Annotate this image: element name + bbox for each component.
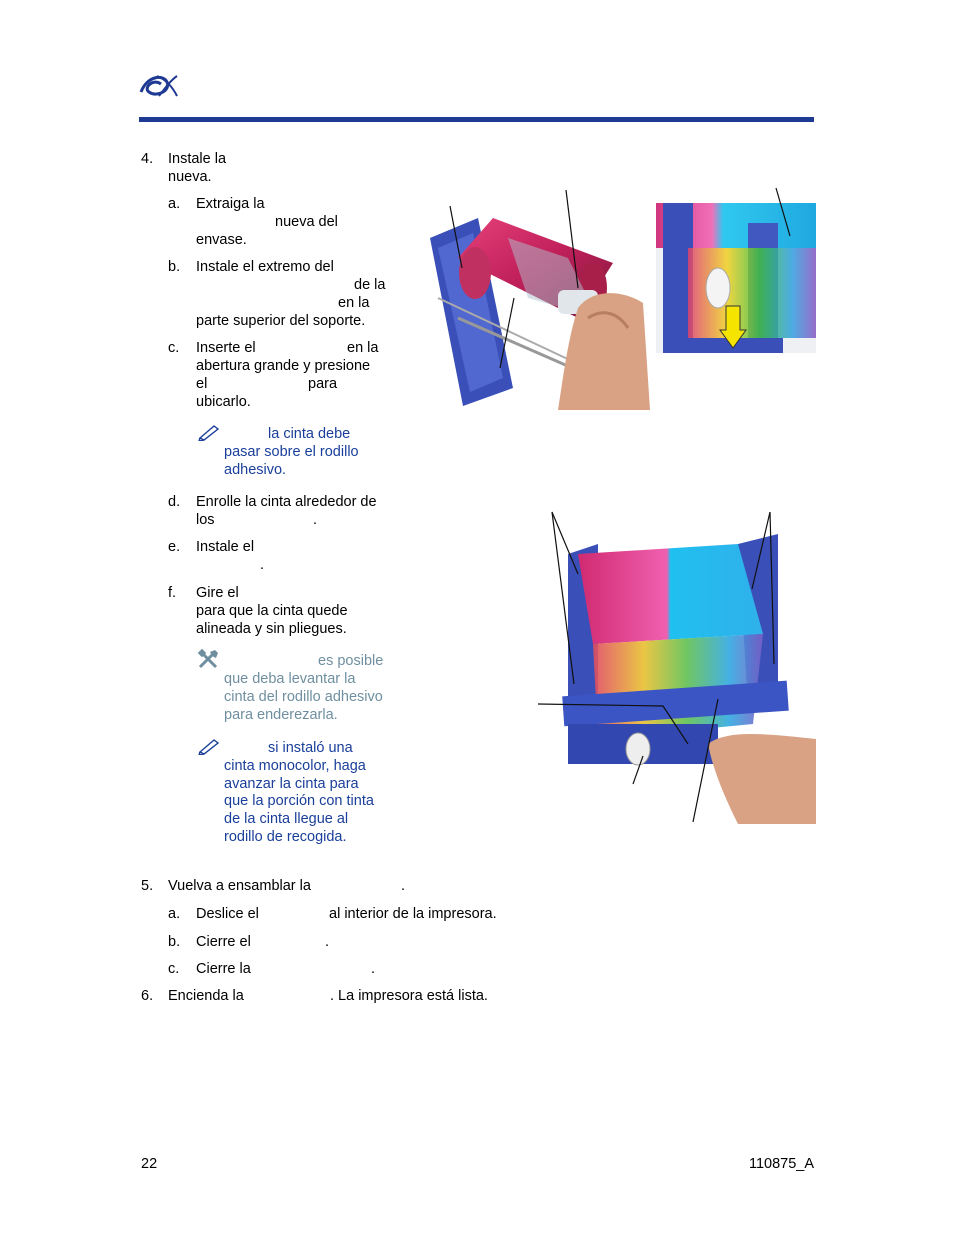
substep-text: Gire el [196,585,239,601]
substep-label: f. [168,585,177,601]
substep-text: Inserte el [196,340,256,356]
note-text: adhesivo. [224,462,287,478]
tip-text: que deba levantar la [224,671,356,687]
document-number: 110875_A [748,1156,814,1172]
ribbon-install-photo [418,178,816,410]
note-text: rodillo de recogida. [224,829,347,845]
page-number: 22 [141,1156,158,1172]
substep-text: Instale el extremo del [196,259,334,275]
header-rule [139,117,814,122]
substep-label: a. [168,906,181,922]
substep-text: para que la cinta quede [196,603,348,619]
substep-text: parte superior del soporte. [196,313,366,329]
ribbon-wrap-photo [538,494,816,824]
note-text: que la porción con tinta [224,793,374,809]
substep-text: . [313,512,318,528]
substep-text: los [196,512,215,528]
step-number: 5. [141,878,154,894]
substep-label: b. [168,934,181,950]
tip-text: para enderezarla. [224,707,338,723]
pencil-icon [197,423,221,441]
substep-text: Instale el [196,539,255,555]
pencil-icon [197,737,221,755]
logo-icon [137,70,181,100]
substep-text: . [325,934,330,950]
step-text: Instale la [168,151,227,167]
substep-text: de la [354,277,386,293]
step-text: . La impresora está lista. [330,988,488,1004]
substep-text: alineada y sin pliegues. [196,621,347,637]
substep-text: en la [347,340,379,356]
note-text: si instaló una [268,740,353,756]
substep-label: c. [168,961,180,977]
tip-text: es posible [318,653,384,669]
substep-label: b. [168,259,181,275]
substep-label: e. [168,539,181,555]
substep-text: Enrolle la cinta alrededor de [196,494,377,510]
substep-text: Cierre el [196,934,251,950]
step-text: . [401,878,406,894]
step-text: Vuelva a ensamblar la [168,878,311,894]
note-text: avanzar la cinta para [224,776,359,792]
note-text: cinta monocolor, haga [224,758,366,774]
substep-label: d. [168,494,181,510]
substep-text: Extraiga la [196,196,265,212]
step-number: 6. [141,988,154,1004]
substep-text: para [308,376,338,392]
substep-text: Deslice el [196,906,259,922]
substep-text: el [196,376,208,392]
note-text: la cinta debe [268,426,351,442]
tip-text: cinta del rodillo adhesivo [224,689,383,705]
tools-icon [197,648,221,670]
note-text: pasar sobre el rodillo [224,444,359,460]
substep-text: al interior de la impresora. [329,906,497,922]
substep-text: ubicarlo. [196,394,251,410]
substep-text: . [371,961,376,977]
substep-label: a. [168,196,181,212]
substep-text: abertura grande y presione [196,358,371,374]
substep-label: c. [168,340,180,356]
substep-text: envase. [196,232,247,248]
step-text: nueva. [168,169,212,185]
note-text: de la cinta llegue al [224,811,349,827]
step-text: Encienda la [168,988,244,1004]
substep-text: . [260,557,265,573]
step-number: 4. [141,151,154,167]
substep-text: en la [338,295,370,311]
substep-text: Cierre la [196,961,251,977]
substep-text: nueva del [275,214,338,230]
